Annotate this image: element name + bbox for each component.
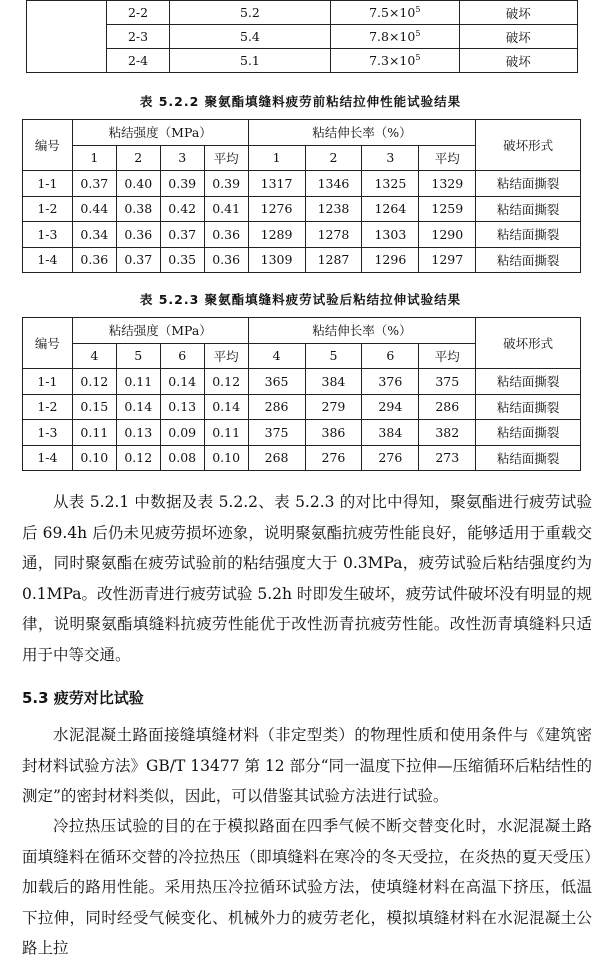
cell-strength: 0.36: [116, 222, 160, 248]
cell-elongation: 1325: [362, 171, 419, 197]
cell-strength: 0.37: [160, 222, 204, 248]
paragraph-method: 水泥混凝土路面接缝填缝材料（非定型类）的物理性质和使用条件与《建筑密封材料试验方法》GB/T 13477 第 12 部分“同一温度下拉伸—压缩循环后粘结性的测定”的密封材料类似，因此，可以借鉴其试验方法进行试验。: [22, 726, 592, 805]
cell-id: 1-4: [23, 445, 73, 471]
subheader-cell: 3: [362, 145, 419, 171]
cell-result: 破坏: [459, 49, 577, 73]
cell-failure: 粘结面撕裂: [476, 420, 581, 446]
subheader-cell: 1: [72, 145, 116, 171]
cell-elongation: 375: [248, 420, 305, 446]
cell-strength: 0.10: [72, 445, 116, 471]
cell-strength: 5.1: [169, 49, 330, 73]
subheader-cell: 平均: [419, 343, 476, 369]
cell-elongation: 1317: [248, 171, 305, 197]
cell-id: 1-3: [23, 420, 73, 446]
table-523-caption: 表 5.2.3 聚氨酯填缝料疲劳试验后粘结拉伸试验结果: [139, 292, 462, 307]
subheader-cell: 4: [248, 343, 305, 369]
cell-elongation: 1287: [305, 247, 362, 273]
cell-strength: 0.34: [72, 222, 116, 248]
cell-strength: 0.12: [72, 369, 116, 395]
cell-id: 1-2: [23, 196, 73, 222]
header-id: 编号: [23, 120, 73, 171]
cell-failure: 粘结面撕裂: [476, 222, 581, 248]
cell-id: 1-1: [23, 171, 73, 197]
cell-result: 破坏: [459, 1, 577, 25]
subheader-cell: 6: [160, 343, 204, 369]
cell-strength: 0.42: [160, 196, 204, 222]
blank-cell: [27, 1, 107, 73]
subheader-cell: 4: [72, 343, 116, 369]
table-header-row: [23, 120, 581, 146]
cell-strength: 0.35: [160, 247, 204, 273]
cell-failure: 粘结面撕裂: [476, 247, 581, 273]
cell-id: 2-3: [107, 25, 170, 49]
cell-failure: 粘结面撕裂: [476, 196, 581, 222]
cell-strength: 0.13: [160, 394, 204, 420]
cell-failure: 粘结面撕裂: [476, 171, 581, 197]
cell-elongation-avg: 1290: [419, 222, 476, 248]
cell-id: 2-4: [107, 49, 170, 73]
cell-strength: 0.08: [160, 445, 204, 471]
cell-strength-avg: 0.41: [204, 196, 248, 222]
cell-elongation: 376: [362, 369, 419, 395]
cell-strength: 0.14: [116, 394, 160, 420]
cell-elongation: 279: [305, 394, 362, 420]
cell-elongation: 276: [305, 445, 362, 471]
table-header-row: [23, 318, 581, 344]
table-row: [27, 49, 578, 73]
cell-strength: 0.37: [72, 171, 116, 197]
cell-strength: 0.40: [116, 171, 160, 197]
subheader-cell: 6: [362, 343, 419, 369]
subheader-cell: 5: [305, 343, 362, 369]
cell-elongation-avg: 382: [419, 420, 476, 446]
cell-strength: 0.15: [72, 394, 116, 420]
header-failure: 破坏形式: [476, 318, 581, 369]
cell-strength: 0.14: [160, 369, 204, 395]
subheader-cell: 平均: [419, 145, 476, 171]
cell-elongation-avg: 375: [419, 369, 476, 395]
header-elongation: 粘结伸长率（%）: [248, 318, 476, 344]
header-failure: 破坏形式: [476, 120, 581, 171]
table-row: [23, 394, 581, 420]
cell-strength: 0.36: [72, 247, 116, 273]
cell-strength: 0.39: [160, 171, 204, 197]
cell-result: 破坏: [459, 25, 577, 49]
cell-elongation: 1303: [362, 222, 419, 248]
cell-elongation: 1309: [248, 247, 305, 273]
cell-elongation: 384: [305, 369, 362, 395]
table-row: [23, 196, 581, 222]
cell-cycles: $7.3\times 10^5$: [330, 49, 459, 73]
table-row: [23, 247, 581, 273]
cell-strength: 0.13: [116, 420, 160, 446]
paragraph-conclusion: 从表 5.2.1 中数据及表 5.2.2、表 5.2.3 的对比中得知，聚氨酯进行疲劳试验后 69.4h 后仍未见疲劳损坏迹象，说明聚氨酯抗疲劳性能良好，能够适用于重载交通，同时聚氨酯在疲劳试验前的粘结强度大于 0.3MPa，疲劳试验后粘结强度约为 0.1MPa。改性沥青进行疲劳试验 5.2h 时即发生破坏，疲劳试件破坏没有明显的规律，说明聚氨酯填缝料抗疲劳性能优于改性沥青抗疲劳性能。改性沥青填缝料只适用于中等交通。: [22, 493, 592, 664]
table-522-caption: 表 5.2.2 聚氨酯填缝料疲劳前粘结拉伸性能试验结果: [139, 94, 462, 109]
table-row: [23, 222, 581, 248]
cell-strength: 0.12: [116, 445, 160, 471]
cell-elongation: 1296: [362, 247, 419, 273]
cell-strength-avg: 0.11: [204, 420, 248, 446]
cell-strength-avg: 0.36: [204, 247, 248, 273]
subheader-cell: 平均: [204, 145, 248, 171]
cell-elongation: 386: [305, 420, 362, 446]
subheader-cell: 1: [248, 145, 305, 171]
table-row: [23, 445, 581, 471]
cell-cycles: $7.8\times 10^5$: [330, 25, 459, 49]
cell-elongation-avg: 286: [419, 394, 476, 420]
cell-elongation-avg: 1329: [419, 171, 476, 197]
cell-elongation-avg: 273: [419, 445, 476, 471]
cell-elongation: 268: [248, 445, 305, 471]
table-top-partial: [26, 0, 578, 73]
cell-strength-avg: 0.39: [204, 171, 248, 197]
header-strength: 粘结强度（MPa）: [72, 120, 248, 146]
subheader-cell: 2: [116, 145, 160, 171]
cell-cycles: $7.5\times 10^5$: [330, 1, 459, 25]
cell-id: 2-2: [107, 1, 170, 25]
cell-elongation: 1346: [305, 171, 362, 197]
cell-elongation: 1289: [248, 222, 305, 248]
cell-elongation: 384: [362, 420, 419, 446]
cell-elongation-avg: 1297: [419, 247, 476, 273]
cell-id: 1-2: [23, 394, 73, 420]
cell-id: 1-1: [23, 369, 73, 395]
subheader-cell: 5: [116, 343, 160, 369]
cell-strength: 0.09: [160, 420, 204, 446]
cell-elongation: 276: [362, 445, 419, 471]
cell-failure: 粘结面撕裂: [476, 369, 581, 395]
cell-strength: 5.2: [169, 1, 330, 25]
cell-strength: 0.44: [72, 196, 116, 222]
cell-strength-avg: 0.12: [204, 369, 248, 395]
cell-elongation-avg: 1259: [419, 196, 476, 222]
section-heading: 5.3 疲劳对比试验: [22, 689, 144, 707]
cell-elongation: 1264: [362, 196, 419, 222]
cell-strength-avg: 0.14: [204, 394, 248, 420]
cell-id: 1-3: [23, 222, 73, 248]
table-row: [23, 171, 581, 197]
cell-failure: 粘结面撕裂: [476, 394, 581, 420]
cell-elongation: 1278: [305, 222, 362, 248]
cell-failure: 粘结面撕裂: [476, 445, 581, 471]
cell-elongation: 365: [248, 369, 305, 395]
paragraph-purpose: 冷拉热压试验的目的在于模拟路面在四季气候不断交替变化时，水泥混凝土路面填缝料在循环交替的冷拉热压（即填缝料在寒冷的冬天受拉，在炎热的夏天受压）加载后的路用性能。采用热压冷拉循环试验方法，使填缝材料在高温下挤压，低温下拉伸，同时经受气候变化、机械外力的疲劳老化，模拟填缝材料在水泥混凝土公路上拉: [22, 817, 592, 957]
cell-strength: 0.37: [116, 247, 160, 273]
cell-elongation: 1238: [305, 196, 362, 222]
header-elongation: 粘结伸长率（%）: [248, 120, 476, 146]
table-row: [27, 25, 578, 49]
cell-elongation: 286: [248, 394, 305, 420]
subheader-cell: 2: [305, 145, 362, 171]
cell-strength-avg: 0.36: [204, 222, 248, 248]
header-strength: 粘结强度（MPa）: [72, 318, 248, 344]
cell-strength: 0.11: [72, 420, 116, 446]
cell-elongation: 294: [362, 394, 419, 420]
cell-strength: 5.4: [169, 25, 330, 49]
header-id: 编号: [23, 318, 73, 369]
table-523: [22, 317, 581, 471]
subheader-cell: 平均: [204, 343, 248, 369]
cell-strength: 0.11: [116, 369, 160, 395]
table-522: [22, 119, 581, 273]
cell-id: 1-4: [23, 247, 73, 273]
table-row: [23, 420, 581, 446]
cell-elongation: 1276: [248, 196, 305, 222]
subheader-cell: 3: [160, 145, 204, 171]
cell-strength: 0.38: [116, 196, 160, 222]
cell-strength-avg: 0.10: [204, 445, 248, 471]
table-row: [23, 369, 581, 395]
table-row: [27, 1, 578, 25]
